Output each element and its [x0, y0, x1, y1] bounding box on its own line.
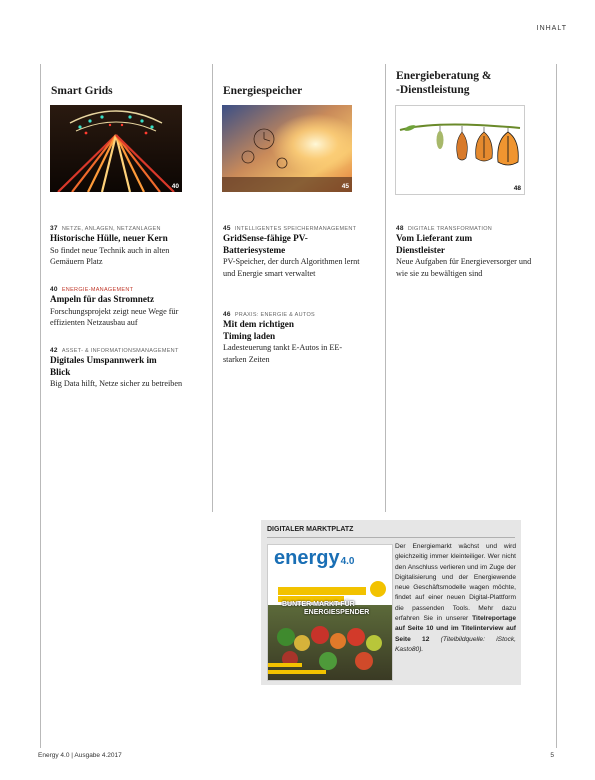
energieberatung-image[interactable]	[395, 105, 525, 195]
column-divider	[40, 512, 41, 748]
entry-text: Neue Aufgaben für Energieversorger und wie sie zu bewältigen sind	[396, 257, 532, 278]
magazine-cover[interactable]	[267, 544, 393, 681]
entry-text: Ladesteuerung tankt E-Autos in EE-starken Zeiten	[223, 343, 343, 364]
footer-publication: Energy 4.0 | Ausgabe 4.2017	[38, 752, 122, 759]
toc-entry[interactable]	[396, 225, 546, 279]
cover-brand	[274, 547, 355, 573]
cover-brand-name: energy	[274, 547, 340, 569]
entry-headline: Historische Hülle, neuer Kern	[50, 233, 168, 243]
entry-headline: Digitales Umspannwerk im Blick	[50, 355, 157, 377]
entry-headline: Vom Lieferant zum Dienstleister	[396, 233, 473, 255]
entry-text: Forschungsprojekt zeigt neue Wege für effizienten Netzausbau auf	[50, 306, 179, 327]
box-text-reference: Titelreportage auf Seite 10 und im Titelinterview auf Seite 12	[395, 615, 516, 643]
entry-text: So findet neue Technik auch in alten Gemäuern Platz	[50, 245, 170, 266]
entry-page: 42	[50, 347, 58, 354]
column-title-line: Energieberatung &	[396, 70, 492, 82]
entry-headline: Ampeln für das Stromnetz	[50, 294, 155, 304]
smart-grids-image[interactable]	[50, 105, 182, 192]
entry-page: 46	[223, 311, 231, 318]
column-divider	[556, 64, 557, 512]
toc-entry[interactable]	[223, 225, 368, 279]
entry-text: Big Data hilft, Netze sicher zu betreiben	[50, 379, 183, 388]
entry-text: PV-Speicher, der durch Algorithmen lernt und Energie smart verwaltet	[223, 257, 360, 278]
box-title: DIGITALER MARKTPLATZ	[267, 526, 354, 533]
column-title-energiespeicher: Energiespeicher	[223, 85, 303, 97]
entry-category: PRAXIS: ENERGIE & AUTOS	[234, 312, 315, 318]
digital-marketplace-box	[261, 520, 521, 685]
cover-headline	[282, 601, 369, 617]
entry-page: 48	[396, 225, 404, 232]
box-text	[395, 542, 516, 655]
column-title-energieberatung	[396, 69, 492, 97]
entry-category: ASSET- & INFORMATIONSMANAGEMENT	[61, 348, 179, 354]
box-text-intro: Der Energiemarkt wächst und wird gleichzeitig immer kleinteiliger. Wer nicht den Anschluss verlieren und im Zuge der Digitalisierung und der Energiewende neue Geschäftsmodelle wagen möchte, findet auf einer neuen Digital-Plattform die passenden Tools. Mehr dazu erfahren Sie in unserer	[395, 543, 516, 623]
image-page-number: 40	[171, 183, 179, 190]
column-title-line: -Dienstleistung	[396, 84, 470, 96]
toc-entry[interactable]	[223, 311, 368, 365]
entry-category: DIGITALE TRANSFORMATION	[407, 226, 493, 232]
cover-headline-line: ENERGIESPENDER	[304, 609, 370, 616]
entry-page: 45	[223, 225, 231, 232]
sunset-clock-illustration	[222, 105, 352, 192]
entry-page: 40	[50, 286, 58, 293]
entry-headline: GridSense-fähige PV-Batteriesysteme	[223, 233, 308, 255]
toc-entry[interactable]	[50, 286, 200, 329]
toc-entry[interactable]	[50, 225, 200, 268]
entry-headline: Mit dem richtigen Timing laden	[223, 319, 294, 341]
column-divider	[40, 64, 41, 512]
image-page-number: 48	[513, 185, 521, 192]
cover-headline-line: BUNTER MARKT FÜR	[282, 601, 355, 608]
column-divider	[385, 64, 386, 512]
entry-category: INTELLIGENTES SPEICHERMANAGEMENT	[234, 226, 357, 232]
butterfly-metamorphosis-illustration	[396, 106, 524, 194]
cover-brand-version: 4.0	[340, 556, 355, 567]
entry-category: NETZE, ANLAGEN, NETZANLAGEN	[61, 226, 161, 232]
page-number: 5	[550, 752, 554, 759]
traffic-lights-illustration	[50, 105, 182, 192]
column-divider	[556, 512, 557, 748]
entry-category: ENERGIE-MANAGEMENT	[61, 287, 134, 293]
energiespeicher-image[interactable]	[222, 105, 352, 192]
box-text-credit: (Titelbildquelle: iStock, Kasto80).	[395, 635, 516, 653]
entry-page: 37	[50, 225, 58, 232]
section-label: INHALT	[536, 25, 567, 32]
image-page-number: 45	[341, 183, 349, 190]
column-title-smart-grids: Smart Grids	[51, 85, 113, 97]
toc-entry[interactable]	[50, 347, 190, 390]
box-divider	[267, 537, 515, 538]
column-divider	[212, 64, 213, 512]
